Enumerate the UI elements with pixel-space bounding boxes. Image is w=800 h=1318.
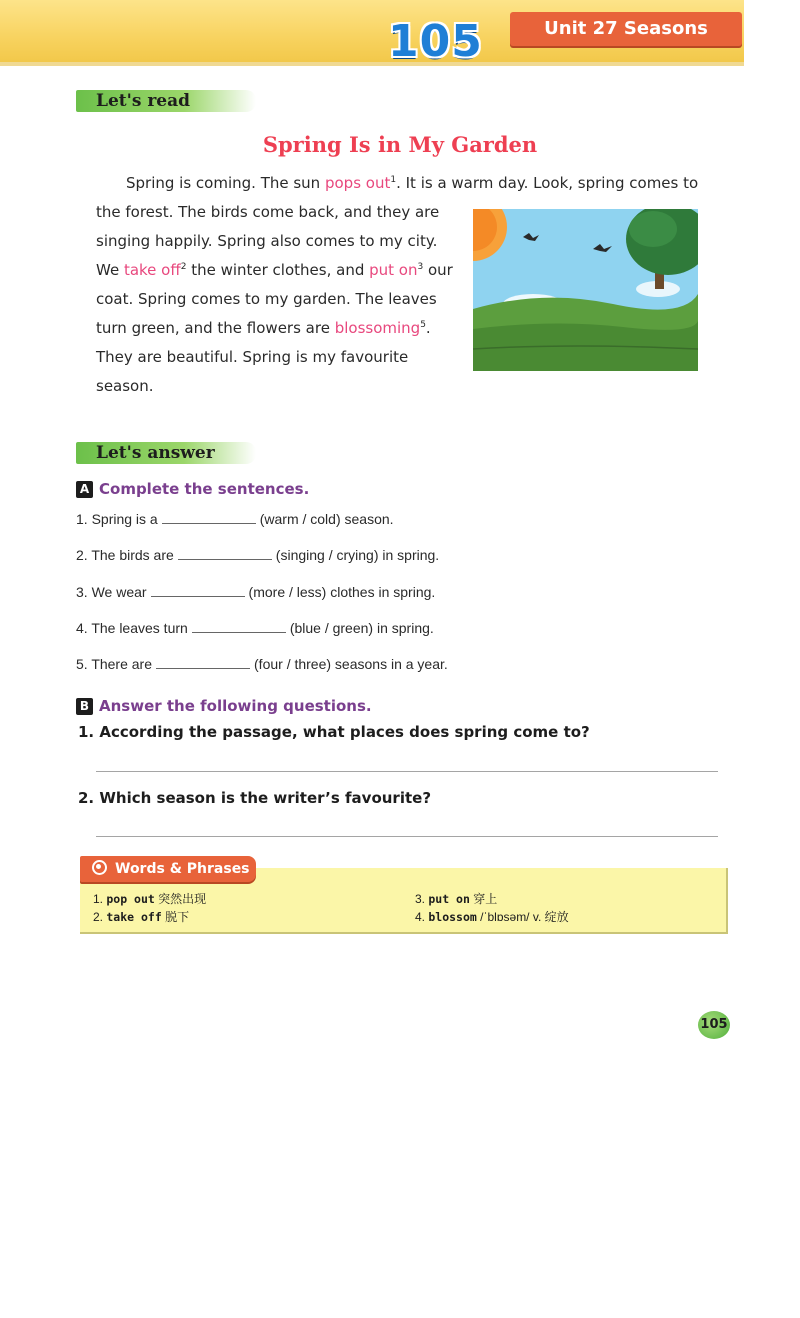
- page-number: 105: [698, 1011, 730, 1039]
- spring-garden-illustration: [473, 209, 698, 371]
- fill-sentence-2: 2. The birds are (singing / crying) in spring.: [76, 547, 440, 563]
- part-a-title: Complete the sentences.: [99, 480, 310, 498]
- answer-blank-3[interactable]: [151, 584, 245, 597]
- section-tag-read-label: Let's read: [96, 91, 190, 111]
- fill-sentence-3: 3. We wear (more / less) clothes in spring.: [76, 584, 436, 600]
- question-1: 1. According the passage, what places does spring come to?: [78, 723, 590, 741]
- words-phrases-tab: [80, 856, 256, 882]
- story-line-2: the forest. The birds come back, and they are: [96, 203, 440, 221]
- question-2: 2. Which season is the writer’s favourite?: [78, 789, 432, 807]
- phrase-item-1: 1. pop out 突然出现: [93, 892, 207, 906]
- story-line-1: Spring is coming. The sun pops out$^1$. It is a warm day. Look, spring comes to: [126, 174, 699, 192]
- part-a-heading: [76, 480, 309, 498]
- story-line-6: turn green, and the flowers are blossoming$^5$.: [96, 319, 431, 337]
- part-a-letter: A: [76, 481, 93, 498]
- fill-sentence-4: 4. The leaves turn (blue / green) in spring.: [76, 620, 434, 636]
- part-b-title: Answer the following questions.: [99, 697, 372, 715]
- answer-line-2[interactable]: [96, 836, 718, 837]
- section-tag-answer-label: Let's answer: [96, 443, 215, 463]
- section-tag-answer: [76, 442, 256, 464]
- words-phrases-label: Words & Phrases: [115, 861, 250, 877]
- target-circle-icon: [92, 860, 107, 875]
- unit-title: Unit 27 Seasons: [510, 12, 742, 46]
- fill-sentence-1: 1. Spring is a (warm / cold) season.: [76, 511, 394, 527]
- section-tag-read: [76, 90, 256, 112]
- header-edge: [0, 62, 744, 66]
- story-line-5: coat. Spring comes to my garden. The leaves: [96, 290, 437, 308]
- phrase-item-4: 4. blossom /ˈblɒsəm/ v. 绽放: [415, 910, 569, 924]
- unit-number: 105: [388, 16, 483, 67]
- story-line-8: season.: [96, 377, 154, 395]
- answer-blank-1[interactable]: [162, 511, 256, 524]
- phrase-item-3: 3. put on 穿上: [415, 892, 498, 906]
- fill-sentence-5: 5. There are (four / three) seasons in a year.: [76, 656, 448, 672]
- phrase-item-2: 2. take off 脱下: [93, 910, 190, 924]
- part-b-heading: [76, 697, 372, 715]
- answer-blank-5[interactable]: [156, 656, 250, 669]
- answer-blank-4[interactable]: [192, 620, 286, 633]
- story-line-3: singing happily. Spring also comes to my city.: [96, 232, 438, 250]
- story-title: Spring Is in My Garden: [262, 132, 538, 157]
- story-line-7: They are beautiful. Spring is my favourite: [96, 348, 409, 366]
- answer-line-1[interactable]: [96, 771, 718, 772]
- story-line-4: We take off$^2$ the winter clothes, and put $on^3$ our: [96, 261, 453, 279]
- answer-blank-2[interactable]: [178, 547, 272, 560]
- part-b-letter: B: [76, 698, 93, 715]
